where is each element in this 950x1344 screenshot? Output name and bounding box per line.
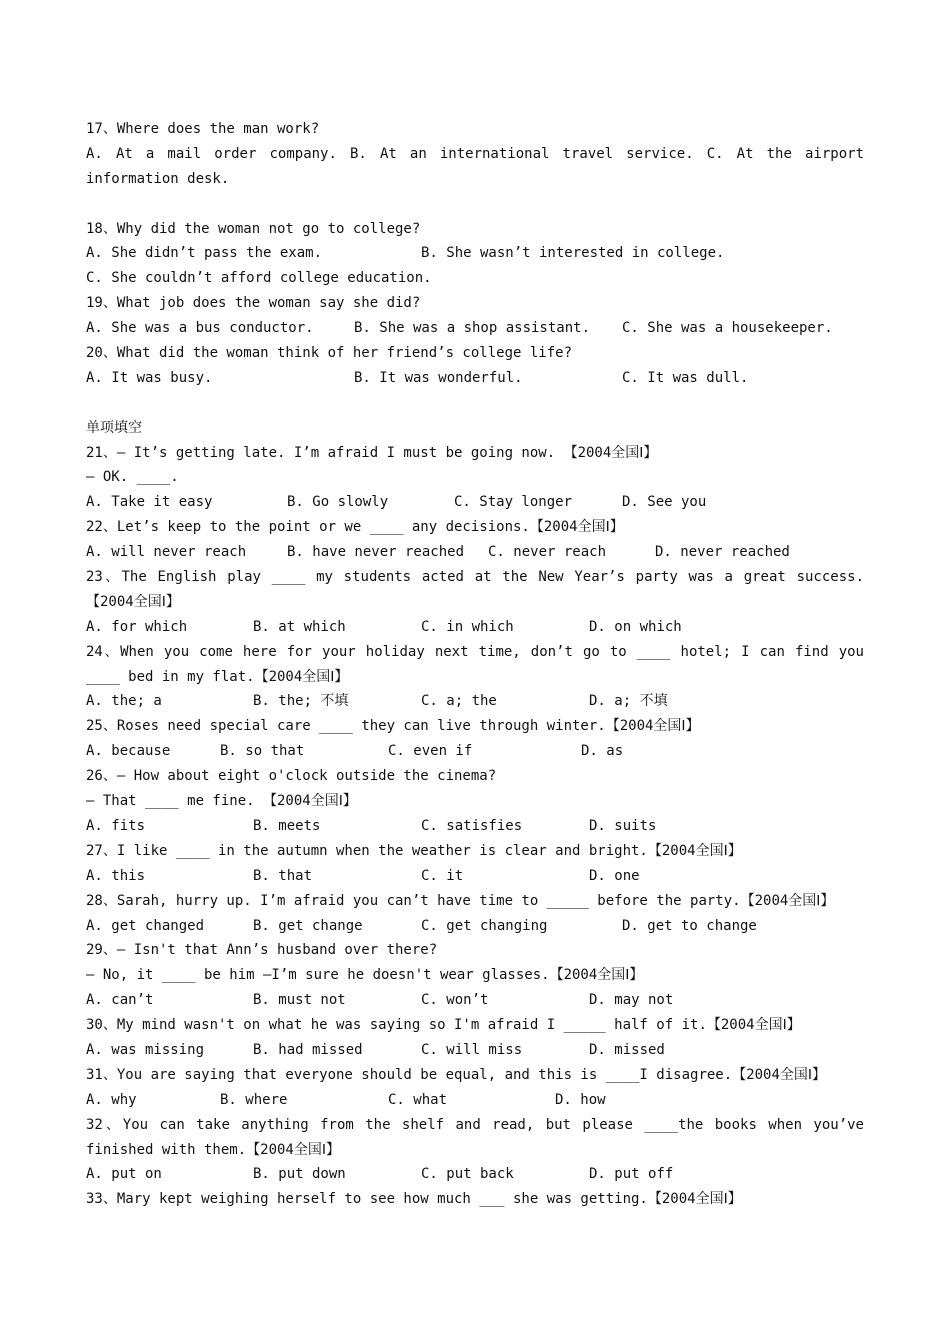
question-17-options: A. At a mail order company. B. At an international travel service. C. At the airport bbox=[86, 145, 864, 162]
question-32-options bbox=[86, 1162, 864, 1187]
spacer bbox=[86, 391, 864, 416]
question-21-options bbox=[86, 490, 864, 515]
section-title: 单项填空 bbox=[86, 419, 142, 436]
question-23-source: 【2004全国Ⅰ】 bbox=[86, 593, 180, 610]
question-21-reply: — OK. ____. bbox=[86, 469, 179, 486]
option-a: A. She didn’t pass the exam. bbox=[86, 245, 323, 262]
question-18-options bbox=[86, 241, 864, 266]
option-a: A. for which bbox=[86, 618, 188, 635]
option-a: A. this bbox=[86, 867, 146, 884]
option-c: C. put back bbox=[421, 1166, 514, 1183]
option-a: A. put on bbox=[86, 1166, 162, 1183]
option-c: C. never reach bbox=[488, 544, 607, 561]
option-c: C. it bbox=[421, 867, 464, 884]
option-b: B. Go slowly bbox=[287, 494, 389, 511]
option-d: D. See you bbox=[622, 494, 707, 511]
option-c: C. a; the bbox=[421, 693, 497, 710]
option-d: D. how bbox=[555, 1091, 606, 1108]
option-b: B. have never reached bbox=[287, 544, 465, 561]
option-a: A. fits bbox=[86, 817, 146, 834]
option-a: A. why bbox=[86, 1091, 137, 1108]
question-19-options bbox=[86, 316, 864, 341]
question-28-options bbox=[86, 914, 864, 939]
option-a: A. It was busy. bbox=[86, 369, 213, 386]
question-22-options bbox=[86, 540, 864, 565]
option-c: C. Stay longer bbox=[454, 494, 573, 511]
question-25-options bbox=[86, 739, 864, 764]
question-24-cont: ____ bed in my flat.【2004全国Ⅰ】 bbox=[86, 668, 349, 685]
question-23: 23、The English play ____ my students acted at the New Year’s party was a great success. bbox=[86, 569, 864, 586]
option-c: C. in which bbox=[421, 618, 514, 635]
document-page bbox=[86, 117, 864, 1212]
question-26-reply: — That ____ me fine. 【2004全国Ⅰ】 bbox=[86, 793, 357, 810]
option-a: A. was missing bbox=[86, 1041, 205, 1058]
option-c: C. even if bbox=[388, 743, 473, 760]
option-c: C. won’t bbox=[421, 992, 489, 1009]
question-30: 30、My mind wasn't on what he was saying so I'm afraid I _____ half of it.【2004全国Ⅰ】 bbox=[86, 1017, 801, 1034]
option-a: A. will never reach bbox=[86, 544, 247, 561]
option-d: D. a; 不填 bbox=[589, 693, 668, 710]
option-a: A. get changed bbox=[86, 917, 205, 934]
question-17: 17、Where does the man work? bbox=[86, 121, 320, 137]
question-24: 24、When you come here for your holiday next time, don’t go to ____ hotel; I can find you bbox=[86, 643, 864, 660]
option-b: B. It was wonderful. bbox=[354, 369, 523, 386]
option-d: D. never reached bbox=[655, 544, 790, 561]
question-30-options bbox=[86, 1038, 864, 1063]
question-21: 21、— It’s getting late. I’m afraid I must be going now. 【2004全国Ⅰ】 bbox=[86, 444, 658, 461]
question-19: 19、What job does the woman say she did? bbox=[86, 295, 421, 312]
option-c: C. She was a housekeeper. bbox=[622, 320, 833, 337]
question-25: 25、Roses need special care ____ they can live through winter.【2004全国Ⅰ】 bbox=[86, 718, 700, 735]
question-29-options bbox=[86, 988, 864, 1013]
option-b: B. She wasn’t interested in college. bbox=[421, 245, 725, 262]
question-31: 31、You are saying that everyone should be equal, and this is ____I disagree.【2004全国Ⅰ】 bbox=[86, 1066, 826, 1083]
option-d: D. on which bbox=[589, 618, 682, 635]
option-c: C. satisfies bbox=[421, 817, 523, 834]
question-29-reply: — No, it ____ be him —I’m sure he doesn't wear glasses.【2004全国Ⅰ】 bbox=[86, 967, 644, 984]
question-20-options bbox=[86, 366, 864, 391]
spacer bbox=[86, 192, 864, 217]
option-d: D. put off bbox=[589, 1166, 674, 1183]
option-b: B. at which bbox=[253, 618, 346, 635]
option-a: A. Take it easy bbox=[86, 494, 213, 511]
option-c: C. She couldn’t afford college education. bbox=[86, 270, 432, 287]
option-c: C. what bbox=[388, 1091, 448, 1108]
question-32-cont: finished with them.【2004全国Ⅰ】 bbox=[86, 1141, 340, 1158]
option-d: D. suits bbox=[589, 817, 657, 834]
option-b: B. get change bbox=[253, 917, 363, 934]
question-29: 29、— Isn't that Ann’s husband over there? bbox=[86, 942, 438, 959]
question-23-options bbox=[86, 615, 864, 640]
option-b: B. put down bbox=[253, 1166, 346, 1183]
option-b: B. must not bbox=[253, 992, 346, 1009]
option-b: B. where bbox=[220, 1091, 288, 1108]
question-27: 27、I like ____ in the autumn when the weather is clear and bright.【2004全国Ⅰ】 bbox=[86, 842, 742, 859]
question-31-options bbox=[86, 1088, 864, 1113]
option-d: D. one bbox=[589, 867, 640, 884]
question-32: 32、You can take anything from the shelf and read, but please ____the books when you’ve bbox=[86, 1116, 864, 1133]
question-26: 26、— How about eight o'clock outside the cinema? bbox=[86, 768, 497, 785]
question-18: 18、Why did the woman not go to college? bbox=[86, 220, 421, 237]
option-c: C. It was dull. bbox=[622, 369, 749, 386]
option-a: A. She was a bus conductor. bbox=[86, 320, 314, 337]
option-d: D. get to change bbox=[622, 917, 757, 934]
option-d: D. as bbox=[581, 743, 624, 760]
option-a: A. can’t bbox=[86, 992, 154, 1009]
option-b: B. meets bbox=[253, 817, 321, 834]
option-a: A. the; a bbox=[86, 693, 162, 710]
question-22: 22、Let’s keep to the point or we ____ any decisions.【2004全国Ⅰ】 bbox=[86, 519, 624, 536]
question-28: 28、Sarah, hurry up. I’m afraid you can’t have time to _____ before the party.【2004全国Ⅰ】 bbox=[86, 892, 835, 909]
option-b: B. the; 不填 bbox=[253, 693, 349, 710]
option-a: A. because bbox=[86, 743, 171, 760]
question-26-options bbox=[86, 814, 864, 839]
question-27-options bbox=[86, 864, 864, 889]
question-24-options bbox=[86, 689, 864, 714]
option-b: B. so that bbox=[220, 743, 305, 760]
question-33: 33、Mary kept weighing herself to see how much ___ she was getting.【2004全国Ⅰ】 bbox=[86, 1191, 742, 1208]
question-17-options-cont: information desk. bbox=[86, 170, 230, 187]
question-20: 20、What did the woman think of her friend’s college life? bbox=[86, 345, 573, 362]
option-d: D. missed bbox=[589, 1041, 665, 1058]
option-c: C. get changing bbox=[421, 917, 548, 934]
option-b: B. She was a shop assistant. bbox=[354, 320, 591, 337]
option-b: B. had missed bbox=[253, 1041, 363, 1058]
option-c: C. will miss bbox=[421, 1041, 523, 1058]
option-d: D. may not bbox=[589, 992, 674, 1009]
option-b: B. that bbox=[253, 867, 313, 884]
